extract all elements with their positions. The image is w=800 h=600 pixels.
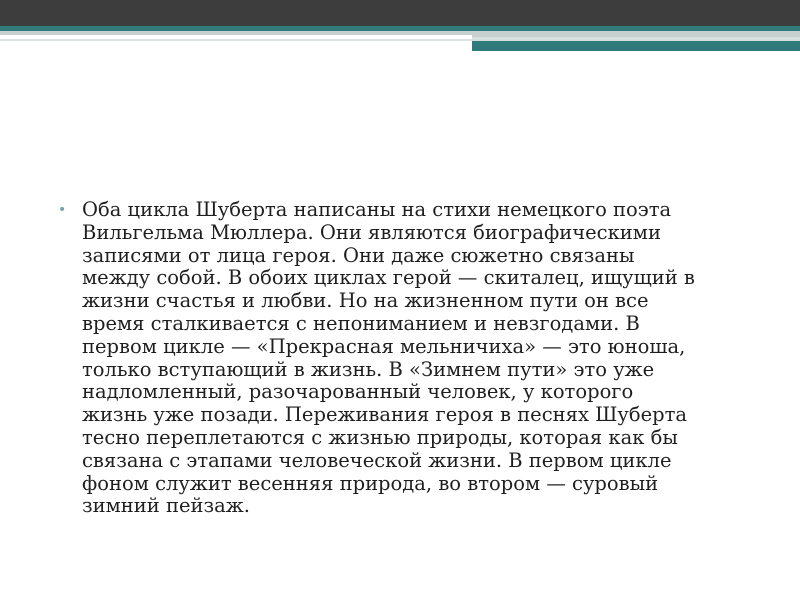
- bullet-icon: •: [58, 202, 67, 218]
- header-bottom-line: [0, 39, 472, 41]
- header-light-block: [472, 37, 800, 41]
- header-dark-bar: [0, 0, 800, 26]
- slide-content: [58, 199, 748, 518]
- bullet-item: [58, 199, 762, 518]
- bullet-list: [58, 199, 748, 518]
- bullet-text: Оба цикла Шуберта написаны на стихи немецкого поэта Вильгельма Мюллера. Они являются биографическими записями от лица героя. Они даже сюжетно связаны между собой. В обоих циклах герой — скиталец, ищущий в жизни счастья и любви. Но на жизненном пути он все время сталкивается с непониманием и невзгодами. В первом цикле — «Прекрасная мельничиха» — это юноша, только вступающий в жизнь. В «Зимнем пути» это уже надломленный, разочарованный человек, у которого жизнь уже позади. Переживания героя в песнях Шуберта тесно переплетаются с жизнью природы, которая как бы связана с этапами человеческой жизни. В первом цикле фоном служит весенняя природа, во втором — суровый зимний пейзаж.: [82, 198, 695, 518]
